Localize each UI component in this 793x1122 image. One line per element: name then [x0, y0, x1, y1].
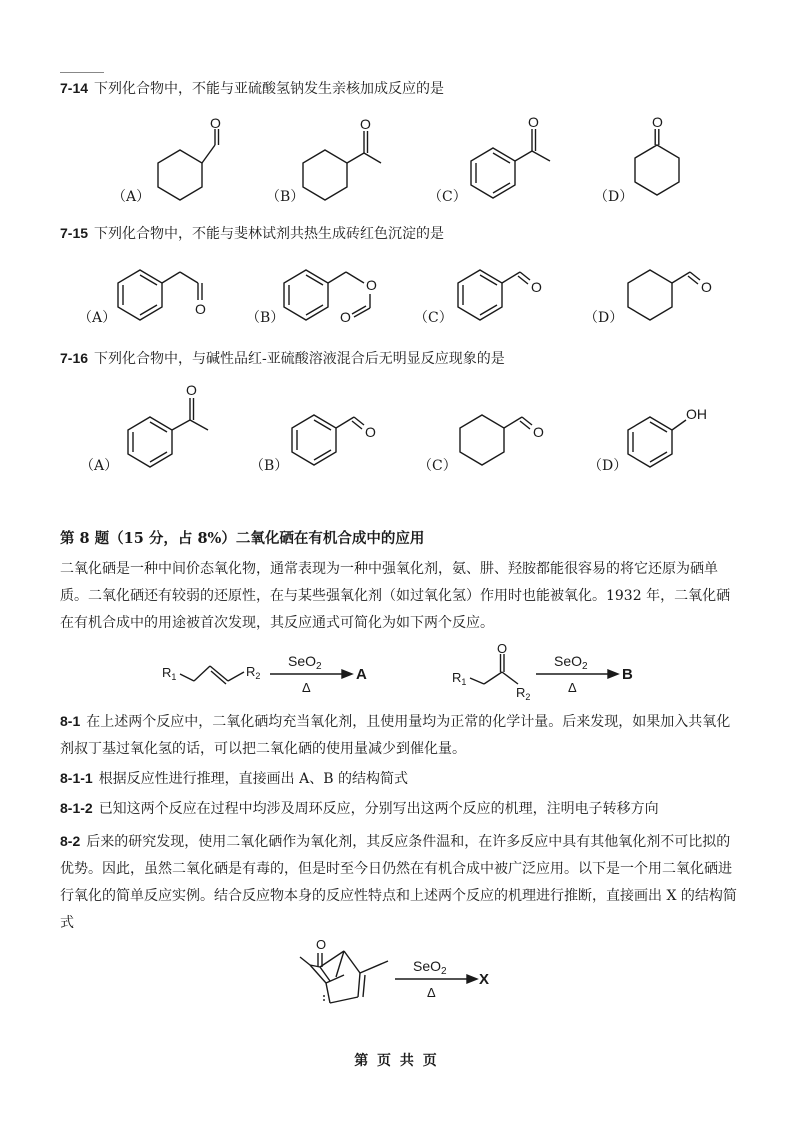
structure-bicyclic-enone [300, 935, 410, 1025]
hydroxyl-group: OH [686, 406, 707, 422]
structure-acetophenone [128, 382, 228, 482]
header-rule [60, 72, 104, 73]
question-8-1-2 [60, 795, 740, 823]
option-a-label: （A） [112, 189, 151, 205]
structure-cyclohexyl-methyl-ketone [300, 115, 390, 205]
oxygen-atom: O [497, 641, 508, 656]
question-number: 8-2 [60, 833, 81, 849]
structure-cyclohexanecarbaldehyde [628, 250, 728, 340]
question-8-1 [60, 708, 740, 763]
option-d-label: （D） [588, 458, 628, 474]
option-a-label: （A） [78, 310, 117, 326]
oxygen-atom: O [210, 115, 221, 131]
oxygen-atom: O [528, 114, 539, 130]
oxygen-atom: O [652, 114, 663, 130]
question-7-16 [60, 348, 505, 369]
question-7-15 [60, 223, 444, 244]
product-a-label: A [356, 666, 367, 683]
page-footer: 第 页 共 页 [354, 1053, 439, 1069]
r1-label: $R_1$ [162, 665, 177, 682]
intro-paragraph: 二氧化硒是一种中间价态氧化物，通常表现为一种中强氧化剂，氨、肼、羟胺都能很容易的将它还原为硒单质。二氧化硒还有较弱的还原性，在与某些强氧化剂（如过氧化氢）作用时也能被氧化。1932 年，二氧化硒在有机合成中的用途被首次发现，其反应通式可简化为如下两个反应。 [60, 561, 731, 631]
option-a-label: （A） [80, 458, 119, 474]
oxygen-atom: O [316, 937, 327, 952]
oxygen-atom: O [340, 309, 351, 325]
question-number: 7-16 [60, 350, 89, 366]
question-text: 下列化合物中，与碱性品红-亚硫酸溶液混合后无明显反应现象的是 [94, 351, 505, 367]
condition-label: Δ [568, 680, 577, 695]
structure-phenol [628, 392, 728, 492]
oxygen-atom: O [195, 301, 206, 317]
oxygen-atom: O [360, 116, 371, 132]
structure-benzaldehyde [458, 250, 558, 340]
question-8-1-1 [60, 765, 740, 793]
question-number: 8-1-1 [60, 770, 93, 786]
option-c-label: （C） [414, 310, 453, 326]
oxygen-atom: O [701, 279, 712, 295]
question-number: 8-1-2 [60, 800, 93, 816]
reaction-arrow-2 [536, 650, 646, 700]
structure-acetophenone [470, 115, 560, 205]
reagent-label: SeO$_2$ [413, 958, 447, 977]
oxygen-atom: O [531, 279, 542, 295]
r2-label: $R_2$ [516, 685, 531, 702]
question-text: 下列化合物中，不能与斐林试剂共热生成砖红色沉淀的是 [94, 226, 445, 242]
option-b-label: （B） [246, 310, 285, 326]
question-text: 在上述两个反应中，二氧化硒均充当氧化剂，且使用量均为正常的化学计量。后来发现，如果加入共氧化剂叔丁基过氧化氢的话，可以把二氧化硒的使用量减少到催化量。 [60, 714, 731, 757]
question-text: 后来的研究发现，使用二氧化硒作为氧化剂，其反应条件温和，在许多反应中具有其他氧化剂不可比拟的优势。因此，虽然二氧化硒是有毒的，但是时至今日仍然在有机合成中被广泛应用。以下是一个用二氧化硒进行氧化的简单反应实例。结合反应物本身的反应性特点和上述两个反应的机理进行推断，直接画出 X 的结构简式 [60, 834, 737, 931]
question-8-2 [60, 828, 740, 937]
structure-benzaldehyde [292, 395, 392, 485]
question-7-14 [60, 78, 444, 99]
reaction-arrow-3 [395, 955, 505, 1005]
structure-cyclohexanecarbaldehyde [155, 115, 235, 205]
option-c-label: （C） [418, 458, 457, 474]
condition-label: Δ [302, 680, 311, 695]
option-b-label: （B） [250, 458, 289, 474]
oxygen-atom: O [533, 424, 544, 440]
oxygen-atom: O [186, 382, 197, 398]
product-x-label: X [479, 971, 490, 988]
option-d-label: （D） [584, 310, 624, 326]
question-text: 已知这两个反应在过程中均涉及周环反应，分别写出这两个反应的机理，注明电子转移方向 [98, 801, 659, 817]
question-number: 8-1 [60, 713, 81, 729]
structure-cyclohexanecarbaldehyde [460, 395, 560, 485]
reagent-label: SeO$_2$ [554, 653, 588, 672]
oxygen-atom: O [365, 424, 376, 440]
reagent-label: SeO$_2$ [288, 653, 322, 672]
product-b-label: B [622, 666, 633, 683]
section-heading: 第 8 题（15 分，占 8%）二氧化硒在有机合成中的应用 [60, 530, 425, 547]
reaction-arrow-1 [270, 650, 380, 700]
condition-label: Δ [427, 985, 436, 1000]
option-d-label: （D） [594, 189, 634, 205]
structure-phenylacetaldehyde [118, 250, 218, 340]
structure-cyclohexanone [632, 115, 702, 205]
question-text: 下列化合物中，不能与亚硫酸氢钠发生亲核加成反应的是 [94, 81, 445, 97]
r1-label: $R_1$ [452, 670, 467, 687]
question-number: 7-15 [60, 225, 89, 241]
option-c-label: （C） [428, 189, 467, 205]
r2-label: $R_2$ [246, 664, 261, 681]
structure-benzyl-formate [284, 250, 404, 340]
question-number: 7-14 [60, 80, 89, 96]
option-b-label: （B） [266, 189, 305, 205]
question-text: 根据反应性进行推理，直接画出 A、B 的结构简式 [98, 771, 408, 787]
oxygen-atom: O [366, 277, 377, 293]
